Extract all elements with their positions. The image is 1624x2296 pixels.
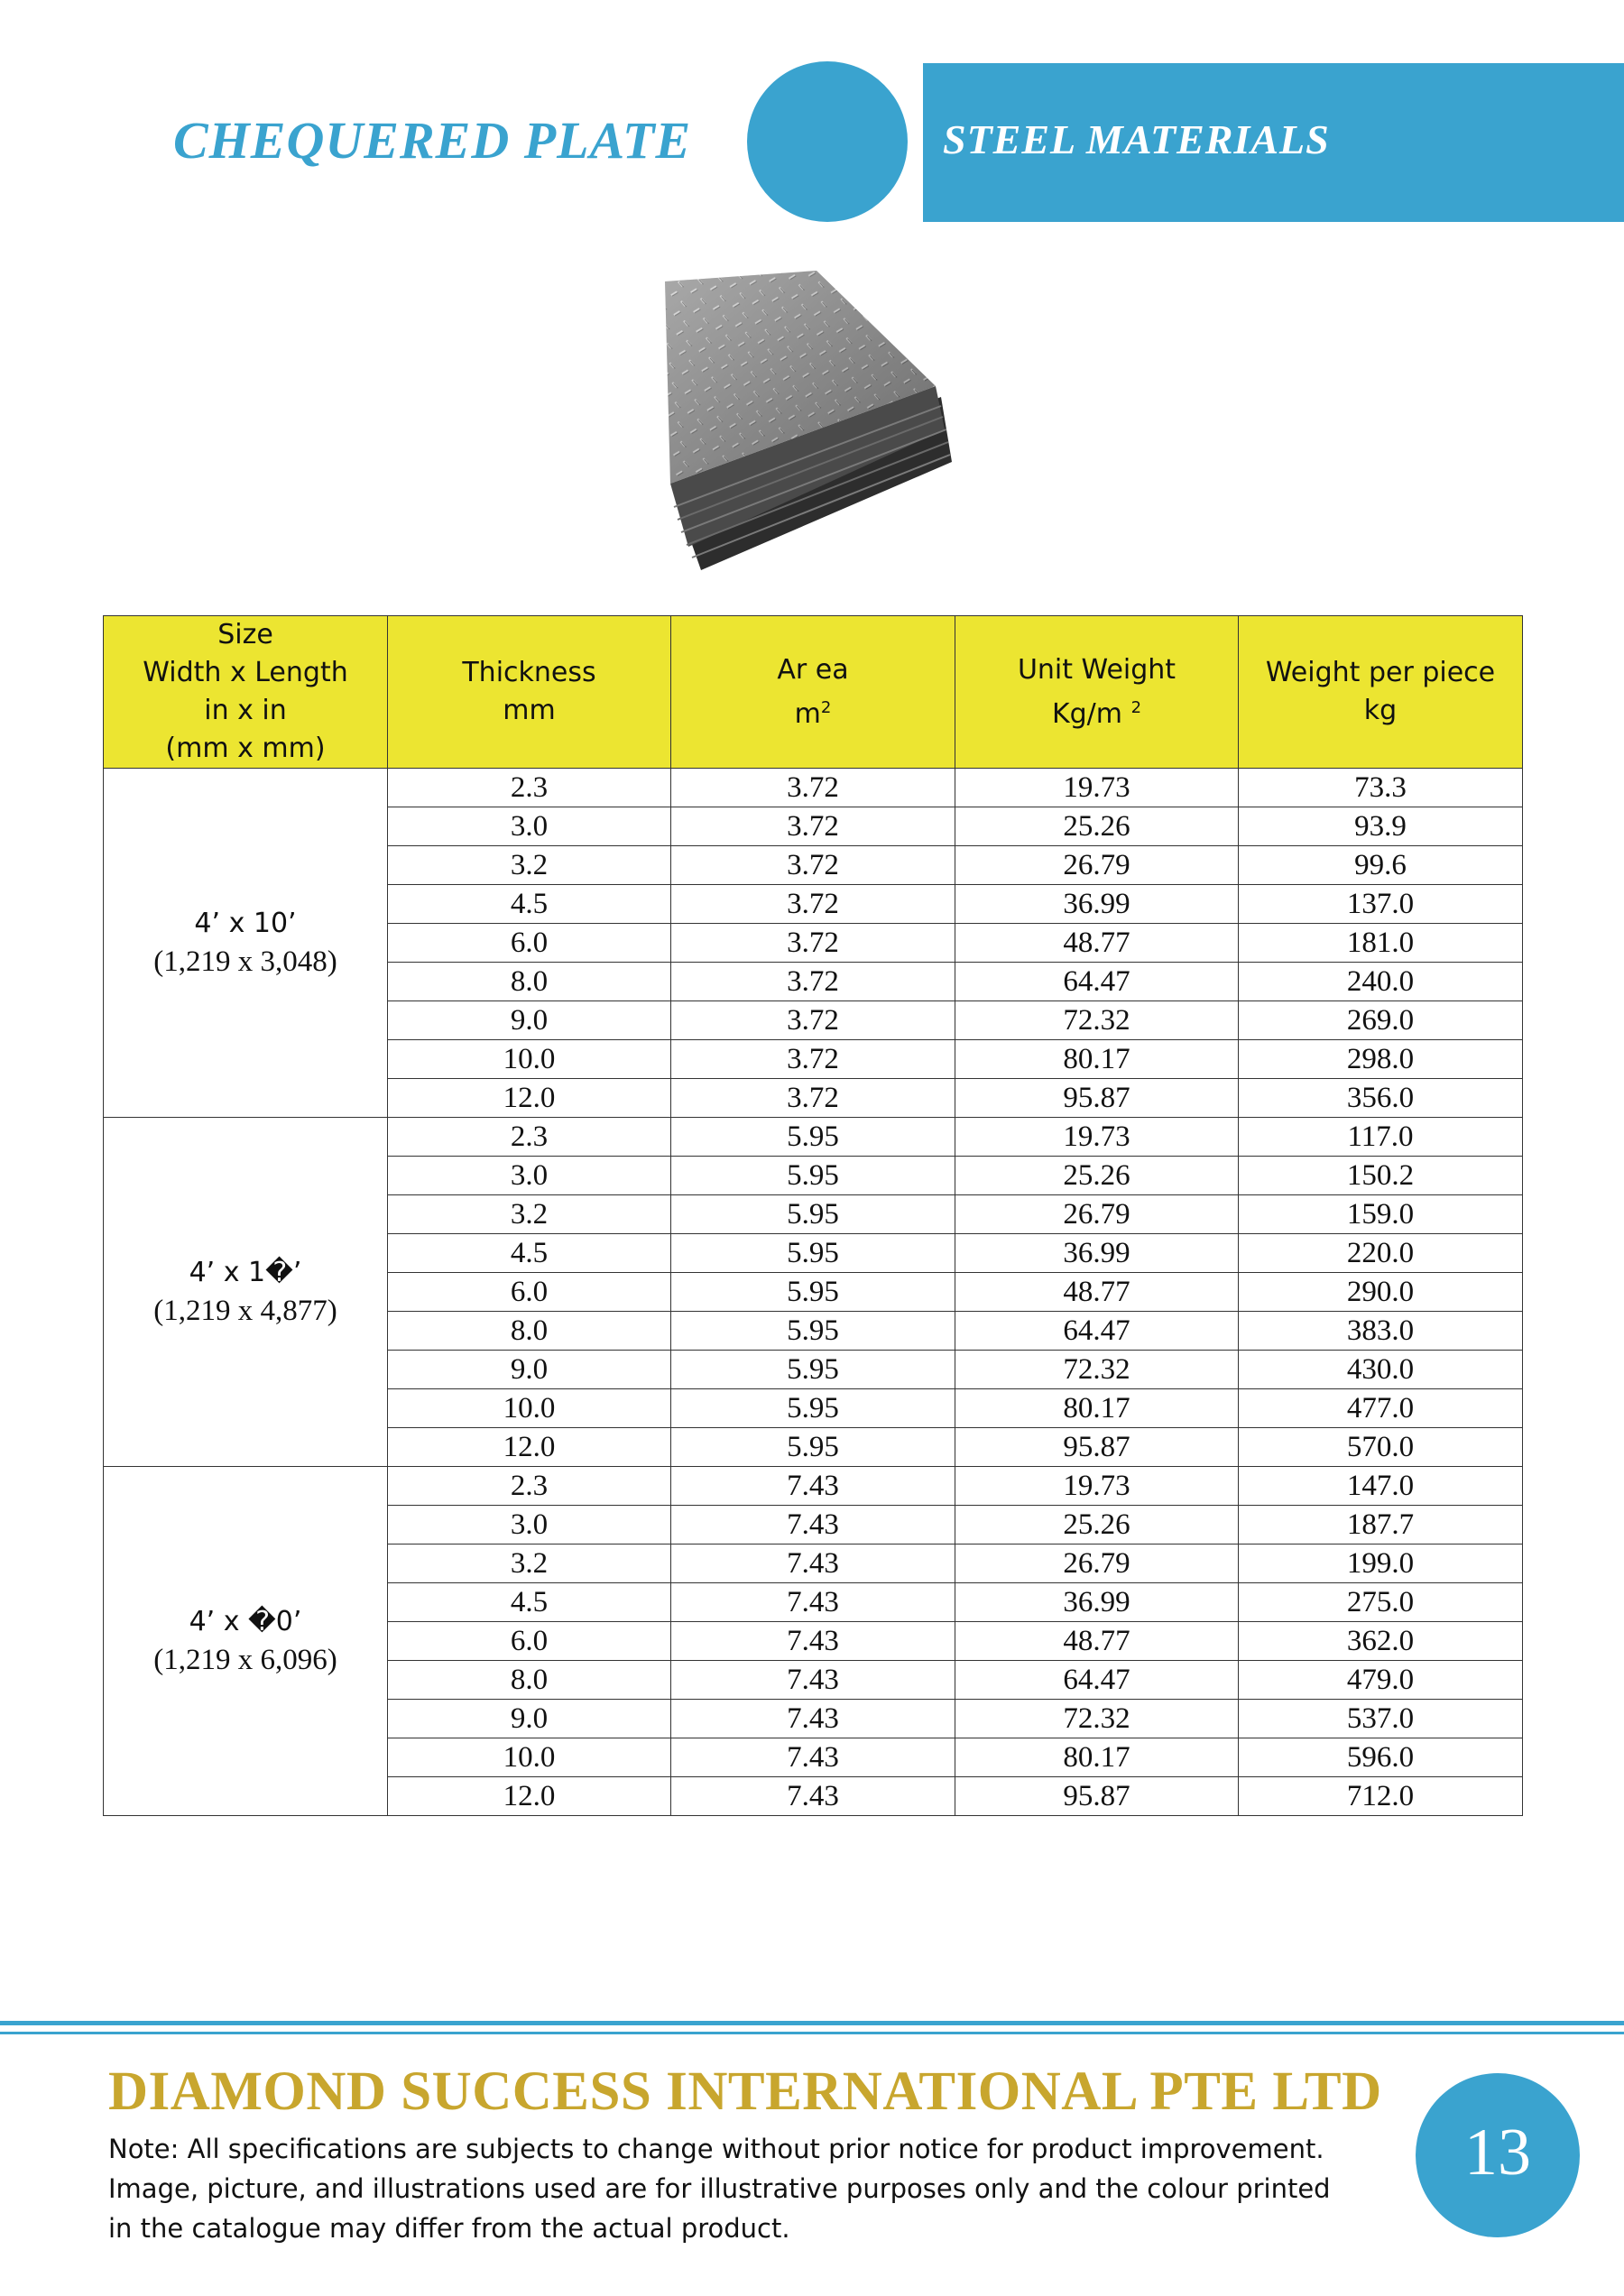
thickness-cell: 3.2 (388, 846, 671, 885)
area-cell: 3.72 (671, 924, 955, 963)
category-label: STEEL MATERIALS (943, 116, 1330, 162)
area-cell: 7.43 (671, 1738, 955, 1777)
thickness-cell: 10.0 (388, 1738, 671, 1777)
area-cell: 3.72 (671, 1001, 955, 1040)
thickness-cell: 3.2 (388, 1195, 671, 1234)
header-unit-weight: Unit Weight Kg/m $^2$ (955, 616, 1239, 769)
weight-piece-cell: 477.0 (1239, 1389, 1523, 1428)
weight-piece-cell: 93.9 (1239, 807, 1523, 846)
unit-weight-cell: 36.99 (955, 885, 1239, 924)
weight-piece-cell: 570.0 (1239, 1428, 1523, 1467)
footer-rule (0, 2021, 1624, 2025)
weight-piece-cell: 430.0 (1239, 1351, 1523, 1389)
weight-piece-cell: 362.0 (1239, 1622, 1523, 1661)
thickness-cell: 4.5 (388, 1583, 671, 1622)
page-title: CHEQUERED PLATE (173, 111, 692, 170)
weight-piece-cell: 537.0 (1239, 1700, 1523, 1738)
area-cell: 7.43 (671, 1544, 955, 1583)
area-cell: 3.72 (671, 1040, 955, 1079)
area-cell: 5.95 (671, 1351, 955, 1389)
header-thickness: Thickness mm (388, 616, 671, 769)
thickness-cell: 8.0 (388, 963, 671, 1001)
unit-weight-cell: 36.99 (955, 1583, 1239, 1622)
product-image (665, 271, 952, 570)
decorative-circle (747, 61, 908, 222)
area-cell: 5.95 (671, 1389, 955, 1428)
unit-weight-cell: 80.17 (955, 1040, 1239, 1079)
disclaimer-note (108, 2129, 1389, 2248)
thickness-cell: 9.0 (388, 1700, 671, 1738)
weight-piece-cell: 150.2 (1239, 1157, 1523, 1195)
thickness-cell: 6.0 (388, 1273, 671, 1312)
area-cell: 5.95 (671, 1234, 955, 1273)
thickness-cell: 3.2 (388, 1544, 671, 1583)
thickness-cell: 12.0 (388, 1777, 671, 1816)
area-cell: 5.95 (671, 1118, 955, 1157)
weight-piece-cell: 596.0 (1239, 1738, 1523, 1777)
unit-weight-cell: 19.73 (955, 769, 1239, 807)
unit-weight-cell: 48.77 (955, 1622, 1239, 1661)
unit-weight-cell: 64.47 (955, 1312, 1239, 1351)
table-body (104, 769, 1523, 1816)
unit-weight-cell: 36.99 (955, 1234, 1239, 1273)
size-imperial: 4’ x �0’ (189, 1606, 302, 1637)
thickness-cell: 12.0 (388, 1428, 671, 1467)
weight-piece-cell: 187.7 (1239, 1506, 1523, 1544)
size-metric: (1,219 x 3,048) (153, 945, 337, 978)
weight-piece-cell: 275.0 (1239, 1583, 1523, 1622)
thickness-cell: 3.0 (388, 1506, 671, 1544)
unit-weight-cell: 95.87 (955, 1079, 1239, 1118)
page-number-badge (1416, 2073, 1580, 2237)
unit-weight-cell: 19.73 (955, 1467, 1239, 1506)
unit-weight-cell: 48.77 (955, 924, 1239, 963)
page-number: 13 (1464, 2116, 1531, 2190)
unit-weight-cell: 80.17 (955, 1389, 1239, 1428)
thickness-cell: 3.0 (388, 1157, 671, 1195)
size-metric: (1,219 x 4,877) (153, 1295, 337, 1327)
size-cell (104, 769, 388, 1118)
area-cell: 3.72 (671, 1079, 955, 1118)
unit-weight-cell: 26.79 (955, 1544, 1239, 1583)
unit-weight-cell: 64.47 (955, 1661, 1239, 1700)
thickness-cell: 9.0 (388, 1351, 671, 1389)
company-name: DIAMOND SUCCESS INTERNATIONAL PTE LTD (108, 2061, 1382, 2122)
unit-weight-cell: 95.87 (955, 1428, 1239, 1467)
table-row (104, 769, 1523, 807)
area-cell: 7.43 (671, 1661, 955, 1700)
weight-piece-cell: 220.0 (1239, 1234, 1523, 1273)
unit-weight-cell: 72.32 (955, 1700, 1239, 1738)
table-header-row (104, 616, 1523, 769)
weight-piece-cell: 269.0 (1239, 1001, 1523, 1040)
unit-weight-cell: 64.47 (955, 963, 1239, 1001)
unit-weight-cell: 25.26 (955, 1157, 1239, 1195)
weight-piece-cell: 199.0 (1239, 1544, 1523, 1583)
weight-piece-cell: 137.0 (1239, 885, 1523, 924)
thickness-cell: 12.0 (388, 1079, 671, 1118)
area-cell: 7.43 (671, 1583, 955, 1622)
unit-weight-cell: 26.79 (955, 1195, 1239, 1234)
area-cell: 3.72 (671, 846, 955, 885)
area-cell: 7.43 (671, 1467, 955, 1506)
size-imperial: 4’ x 1�’ (189, 1257, 302, 1288)
thickness-cell: 2.3 (388, 1118, 671, 1157)
weight-piece-cell: 479.0 (1239, 1661, 1523, 1700)
footer-rule-thin (0, 2032, 1624, 2034)
weight-piece-cell: 356.0 (1239, 1079, 1523, 1118)
weight-piece-cell: 712.0 (1239, 1777, 1523, 1816)
header-size: Size Width x Length in x in (mm x mm) (104, 616, 388, 769)
weight-piece-cell: 181.0 (1239, 924, 1523, 963)
size-metric: (1,219 x 6,096) (153, 1644, 337, 1676)
area-cell: 7.43 (671, 1506, 955, 1544)
unit-weight-cell: 95.87 (955, 1777, 1239, 1816)
note-line: in the catalogue may differ from the actual product. (108, 2213, 790, 2244)
area-cell: 5.95 (671, 1428, 955, 1467)
weight-piece-cell: 99.6 (1239, 846, 1523, 885)
thickness-cell: 2.3 (388, 1467, 671, 1506)
weight-piece-cell: 383.0 (1239, 1312, 1523, 1351)
area-cell: 7.43 (671, 1777, 955, 1816)
size-cell (104, 1118, 388, 1467)
area-cell: 5.95 (671, 1157, 955, 1195)
thickness-cell: 10.0 (388, 1389, 671, 1428)
spec-table (103, 615, 1523, 1816)
area-cell: 5.95 (671, 1312, 955, 1351)
thickness-cell: 9.0 (388, 1001, 671, 1040)
thickness-cell: 6.0 (388, 1622, 671, 1661)
area-cell: 5.95 (671, 1273, 955, 1312)
header-weight-per-piece: Weight per piece kg (1239, 616, 1523, 769)
unit-weight-cell: 48.77 (955, 1273, 1239, 1312)
category-banner (923, 63, 1624, 222)
weight-piece-cell: 117.0 (1239, 1118, 1523, 1157)
unit-weight-cell: 19.73 (955, 1118, 1239, 1157)
weight-piece-cell: 290.0 (1239, 1273, 1523, 1312)
area-cell: 3.72 (671, 963, 955, 1001)
thickness-cell: 8.0 (388, 1312, 671, 1351)
thickness-cell: 2.3 (388, 769, 671, 807)
unit-weight-cell: 26.79 (955, 846, 1239, 885)
weight-piece-cell: 73.3 (1239, 769, 1523, 807)
size-imperial: 4’ x 10’ (194, 908, 297, 939)
unit-weight-cell: 25.26 (955, 807, 1239, 846)
unit-weight-cell: 72.32 (955, 1351, 1239, 1389)
unit-weight-cell: 80.17 (955, 1738, 1239, 1777)
unit-weight-cell: 25.26 (955, 1506, 1239, 1544)
thickness-cell: 3.0 (388, 807, 671, 846)
table-row (104, 1118, 1523, 1157)
area-cell: 5.95 (671, 1195, 955, 1234)
area-cell: 3.72 (671, 885, 955, 924)
weight-piece-cell: 240.0 (1239, 963, 1523, 1001)
area-cell: 7.43 (671, 1622, 955, 1661)
area-cell: 3.72 (671, 807, 955, 846)
weight-piece-cell: 147.0 (1239, 1467, 1523, 1506)
thickness-cell: 10.0 (388, 1040, 671, 1079)
note-line: Image, picture, and illustrations used are for illustrative purposes only and the colour printed (108, 2173, 1331, 2204)
thickness-cell: 4.5 (388, 885, 671, 924)
table-row (104, 1467, 1523, 1506)
area-cell: 3.72 (671, 769, 955, 807)
header-area: Ar ea $m^2$ (671, 616, 955, 769)
unit-weight-cell: 72.32 (955, 1001, 1239, 1040)
note-line: Note: All specifications are subjects to change without prior notice for product improvement. (108, 2134, 1324, 2164)
thickness-cell: 4.5 (388, 1234, 671, 1273)
weight-piece-cell: 298.0 (1239, 1040, 1523, 1079)
size-cell (104, 1467, 388, 1816)
thickness-cell: 6.0 (388, 924, 671, 963)
thickness-cell: 8.0 (388, 1661, 671, 1700)
area-cell: 7.43 (671, 1700, 955, 1738)
weight-piece-cell: 159.0 (1239, 1195, 1523, 1234)
